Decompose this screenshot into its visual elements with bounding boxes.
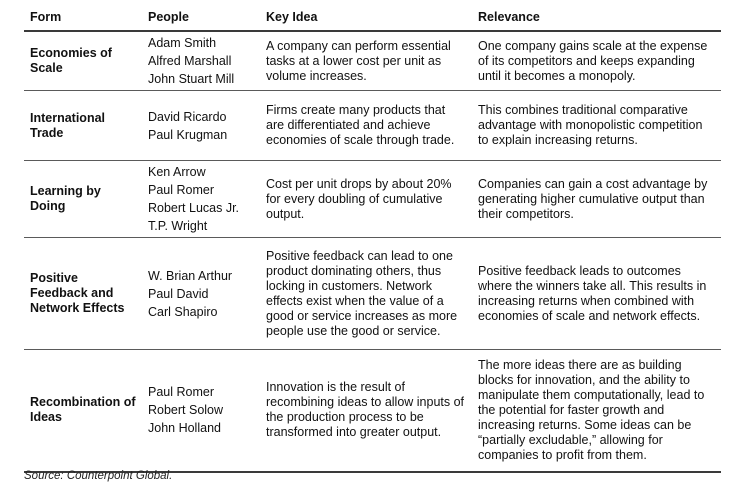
relevance-cell: Companies can gain a cost advantage by generating higher cumulative output than their competitors. [472,161,721,238]
person-name: Robert Lucas Jr. [148,201,240,215]
person-name: Adam Smith [148,36,217,50]
person-name: John Holland [148,421,221,436]
form-cell: International Trade [24,91,142,161]
person-name: W. Brian Arthur [148,268,233,283]
key-idea-cell: A company can perform essential tasks at a lower cost per unit as volume increases. [260,31,472,91]
key-idea-cell: Cost per unit drops by about 20% for every doubling of cumulative output. [260,161,472,238]
key-idea-cell: Firms create many products that are differentiated and achieve economies of scale through trade. [260,91,472,161]
people-cell [142,161,260,238]
table-row [24,31,721,91]
person-name: Paul David [148,286,209,301]
increasing-returns-table [24,4,721,473]
form-cell: Positive Feedback and Network Effects [24,238,142,350]
people-cell [142,91,260,161]
person-name: Ken Arrow [148,165,206,179]
people-cell [142,238,260,350]
people-cell [142,350,260,472]
relevance-cell: This combines traditional comparative advantage with monopolistic competition to explain increasing returns. [472,91,721,161]
person-name: Paul Romer [148,385,214,400]
person-name: Robert Solow [148,403,224,418]
header-people: People [142,4,260,31]
table-row [24,161,721,238]
header-relevance: Relevance [472,4,721,31]
person-name: Alfred Marshall [148,54,232,68]
relevance-cell: The more ideas there are as building blocks for innovation, and the ability to manipulate them computationally, lead to the potential for faster growth and increasing returns. Some ideas can be “partially excludable,” allowing for companies to profit from them. [472,350,721,472]
key-idea-cell: Positive feedback can lead to one product dominating others, thus locking in customers. Network effects exist when the value of a good or service increases as more people use the good or service. [260,238,472,350]
key-idea-cell: Innovation is the result of recombining ideas to allow inputs of the production process to be transformed into greater output. [260,350,472,472]
table-row [24,238,721,350]
table-row [24,350,721,472]
person-name: T.P. Wright [148,219,208,233]
person-name: Paul Krugman [148,127,228,142]
header-row [24,4,721,31]
form-cell: Learning by Doing [24,161,142,238]
person-name: Paul Romer [148,183,214,197]
table-row [24,91,721,161]
person-name: John Stuart Mill [148,72,235,86]
form-cell: Economies of Scale [24,31,142,91]
source-note: Source: Counterpoint Global. [24,470,173,482]
form-cell: Recombination of Ideas [24,350,142,472]
relevance-cell: One company gains scale at the expense of its competitors and keeps expanding until it becomes a monopoly. [472,31,721,91]
header-key-idea: Key Idea [260,4,472,31]
people-cell [142,31,260,91]
person-name: Carl Shapiro [148,304,218,319]
person-name: David Ricardo [148,109,227,124]
relevance-cell: Positive feedback leads to outcomes where the winners take all. This results in increasing returns when combined with economies of scale and network effects. [472,238,721,350]
header-form: Form [24,4,142,31]
